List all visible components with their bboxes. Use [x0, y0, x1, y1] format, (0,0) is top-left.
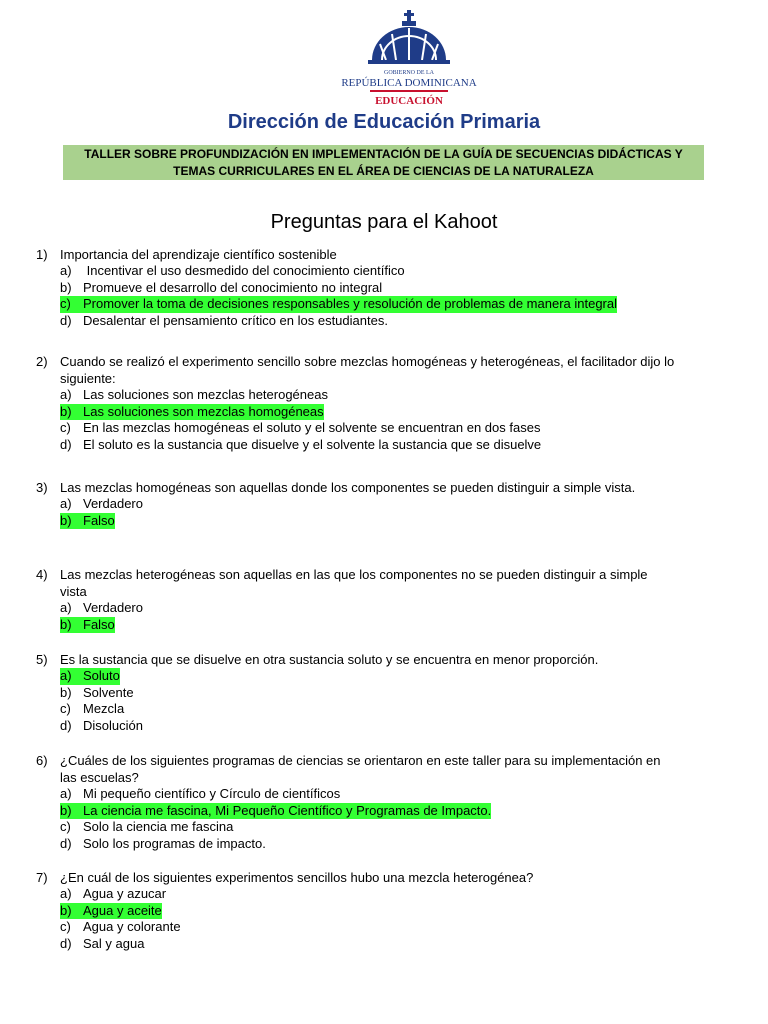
answer-option	[60, 786, 676, 803]
question-number: 6)	[36, 753, 48, 768]
question-7	[36, 869, 676, 952]
option-letter: c)	[60, 296, 71, 311]
option-letter: d)	[60, 717, 72, 733]
question-number: 2)	[36, 354, 48, 369]
option-text: Falso	[83, 512, 115, 528]
option-text: Desalentar el pensamiento crítico en los estudiantes.	[83, 312, 388, 328]
option-text: Verdadero	[83, 600, 143, 615]
option-letter: b)	[60, 403, 72, 419]
option-letter: c)	[60, 420, 71, 435]
option-letter: c)	[60, 701, 71, 716]
answer-option-correct	[60, 513, 676, 530]
option-text: Promover la toma de decisiones responsables y resolución de problemas de manera integral	[83, 296, 618, 311]
option-text: Solvente	[83, 684, 134, 700]
question-5	[36, 651, 676, 734]
logo-text-dept: EDUCACIÓN	[375, 95, 443, 107]
question-text: ¿Cuáles de los siguientes programas de ciencias se orientaron en este taller para su implementación en las escuelas?	[60, 753, 661, 785]
option-text: Las soluciones son mezclas homogéneas	[83, 403, 324, 419]
question-number: 7)	[36, 870, 48, 885]
option-letter: a)	[60, 387, 72, 402]
option-text: Mezcla	[83, 701, 125, 716]
option-text: Promueve el desarrollo del conocimiento no integral	[83, 279, 383, 295]
question-text: Es la sustancia que se disuelve en otra sustancia soluto y se encuentra en menor proporción.	[60, 652, 599, 667]
option-letter: a)	[60, 668, 72, 683]
answer-option-correct	[60, 668, 676, 685]
option-text: Agua y aceite	[83, 902, 162, 918]
option-letter: c)	[60, 819, 71, 834]
option-letter: a)	[60, 886, 72, 901]
logo-text-top: GOBIERNO DE LA	[384, 70, 434, 76]
question-row	[36, 651, 676, 668]
option-letter: a)	[60, 496, 72, 511]
option-letter: c)	[60, 919, 71, 934]
option-letter: b)	[60, 684, 72, 700]
question-number: 5)	[36, 652, 48, 667]
answer-option	[60, 280, 676, 297]
answer-option	[60, 496, 676, 513]
answer-option	[60, 886, 676, 903]
option-text: Solo la ciencia me fascina	[83, 819, 234, 834]
answer-option	[60, 836, 676, 853]
option-letter: b)	[60, 279, 72, 295]
answer-option	[60, 701, 676, 718]
answer-option	[60, 420, 676, 437]
option-text: Solo los programas de impacto.	[83, 835, 266, 851]
workshop-banner: TALLER SOBRE PROFUNDIZACIÓN EN IMPLEMENTACIÓN DE LA GUÍA DE SECUENCIAS DIDÁCTICAS Y TEMAS CURRICULARES EN EL ÁREA DE CIENCIAS DE LA NATURALEZA	[63, 145, 704, 180]
option-letter: d)	[60, 835, 72, 851]
question-text: Las mezclas homogéneas son aquellas donde los componentes se pueden distinguir a simple vista.	[60, 480, 636, 495]
logo-text-main: REPÚBLICA DOMINICANA	[341, 77, 477, 89]
option-text: Incentivar el uso desmedido del conocimiento científico	[83, 263, 405, 278]
question-3	[36, 479, 676, 529]
page-subtitle: Preguntas para el Kahoot	[270, 211, 498, 233]
answer-option	[60, 437, 676, 454]
question-row	[36, 869, 676, 886]
page-title: Dirección de Educación Primaria	[227, 111, 541, 133]
option-letter: d)	[60, 935, 72, 951]
option-letter: d)	[60, 436, 72, 452]
question-number: 4)	[36, 567, 48, 582]
question-1	[36, 246, 676, 329]
answer-option-correct	[60, 903, 676, 920]
option-text: En las mezclas homogéneas el soluto y el solvente se encuentran en dos fases	[83, 420, 541, 435]
option-text: Soluto	[83, 668, 120, 683]
option-letter: b)	[60, 616, 72, 632]
question-row	[36, 752, 676, 786]
answer-option	[60, 819, 676, 836]
option-text: Disolución	[83, 717, 143, 733]
answer-option	[60, 313, 676, 330]
answer-option-correct	[60, 404, 676, 421]
option-letter: a)	[60, 600, 72, 615]
question-text: ¿En cuál de los siguientes experimentos sencillos hubo una mezcla heterogénea?	[60, 870, 534, 885]
option-letter: a)	[60, 786, 72, 801]
option-text: Agua y colorante	[83, 919, 181, 934]
question-text: Las mezclas heterogéneas son aquellas en las que los componentes no se pueden distinguir a simple vista	[60, 567, 648, 599]
option-text: Las soluciones son mezclas heterogéneas	[83, 387, 328, 402]
option-text: Falso	[83, 616, 115, 632]
option-text: Sal y agua	[83, 935, 145, 951]
answer-option	[60, 263, 676, 280]
government-logo	[320, 8, 500, 108]
question-row	[36, 566, 676, 600]
answer-option	[60, 387, 676, 404]
question-number: 3)	[36, 480, 48, 495]
question-number: 1)	[36, 247, 48, 262]
option-letter: b)	[60, 512, 72, 528]
question-text: Importancia del aprendizaje científico sostenible	[60, 247, 337, 262]
option-letter: d)	[60, 312, 72, 328]
question-2	[36, 353, 676, 453]
answer-option-correct	[60, 296, 676, 313]
answer-option-correct	[60, 803, 676, 820]
answer-option	[60, 718, 676, 735]
option-letter: a)	[60, 263, 72, 278]
question-6	[36, 752, 676, 852]
option-text: Verdadero	[83, 496, 143, 511]
option-text: El soluto es la sustancia que disuelve y el solvente la sustancia que se disuelve	[83, 436, 542, 452]
answer-option-correct	[60, 617, 676, 634]
answer-option	[60, 936, 676, 953]
question-row	[36, 353, 676, 387]
option-letter: b)	[60, 902, 72, 918]
answer-option	[60, 685, 676, 702]
question-row	[36, 479, 676, 496]
option-letter: b)	[60, 802, 72, 818]
answer-option	[60, 600, 676, 617]
question-text: Cuando se realizó el experimento sencillo sobre mezclas homogéneas y heterogéneas, el facilitador dijo lo siguiente:	[60, 354, 675, 386]
option-text: Agua y azucar	[83, 886, 167, 901]
question-4	[36, 566, 676, 633]
option-text: La ciencia me fascina, Mi Pequeño Científico y Programas de Impacto.	[83, 802, 492, 818]
question-row	[36, 246, 676, 263]
option-text: Mi pequeño científico y Círculo de científicos	[83, 786, 341, 801]
answer-option	[60, 919, 676, 936]
